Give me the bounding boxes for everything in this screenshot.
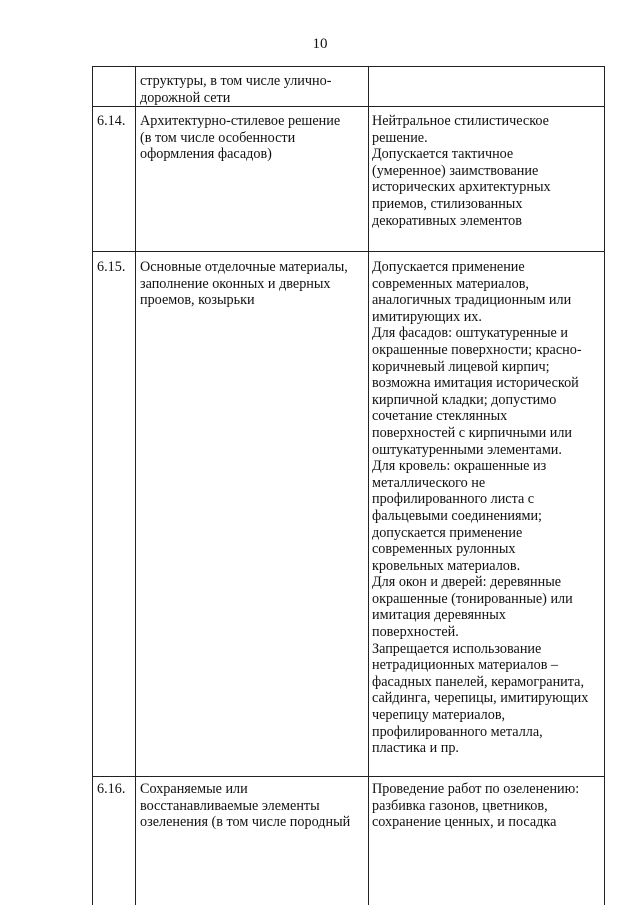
row-6-16-number: 6.16. xyxy=(97,781,126,797)
row-6-15-number: 6.15. xyxy=(97,259,126,275)
row-6-15-requirement: Допускается применение современных материалов, аналогичных традиционным или имитирующих их. Для фасадов: оштукатуренные и окрашенные поверхности; красно- коричневый лицевой кирпич; возможна имитация исторической кирпичной кладки; допустимо сочетание стеклянных поверхностей с кирпичными или оштукатуренными элементами. Для кровель: окрашенные из металлического не профилированного листа с фальцевыми соединениями; допускается применение современных рулонных кровельных материалов. Для окон и дверей: деревянные окрашенные (тонированные) или имитация деревянных поверхностей. Запрещается использование нетрадиционных материалов – фасадных панелей, керамогранита, сайдинга, черепицы, имитирующих черепицу материалов, профилированного металла, пластика и пр. xyxy=(372,259,589,757)
page-number: 10 xyxy=(312,36,328,52)
document-table xyxy=(92,66,605,905)
row-divider-3 xyxy=(93,776,605,777)
row-6-15-parameter: Основные отделочные материалы, заполнение оконных и дверных проемов, козырьки xyxy=(140,259,348,309)
row-6-14-requirement: Нейтральное стилистическое решение. Допускается тактичное (умеренное) заимствование исторических архитектурных приемов, стилизованных декоративных элементов xyxy=(372,113,551,229)
row-divider-2 xyxy=(93,251,605,252)
row-6-16-parameter: Сохраняемые или восстанавливаемые элементы озеленения (в том числе породный xyxy=(140,781,351,831)
column-divider-2 xyxy=(368,67,369,905)
row-6-16-requirement: Проведение работ по озеленению: разбивка газонов, цветников, сохранение ценных, и посадка xyxy=(372,781,580,831)
row-6-14-parameter: Архитектурно-стилевое решение (в том числе особенности оформления фасадов) xyxy=(140,113,341,163)
row-0-parameter: структуры, в том числе улично- дорожной сети xyxy=(140,73,332,106)
column-divider-1 xyxy=(135,67,136,905)
table-right-border xyxy=(604,67,605,905)
row-6-14-number: 6.14. xyxy=(97,113,126,129)
